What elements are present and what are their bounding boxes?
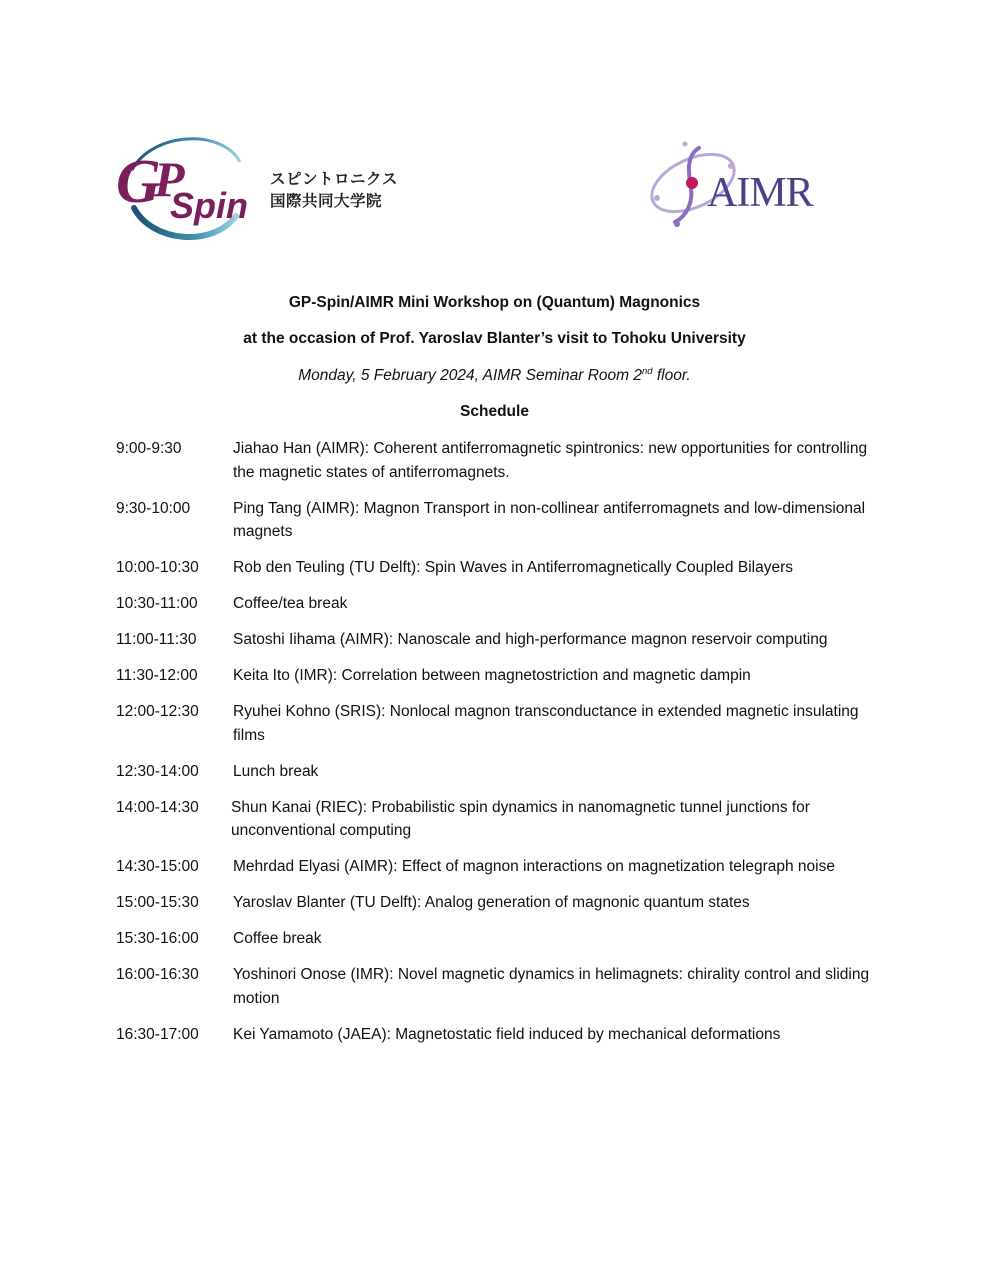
schedule-time: 12:30-14:00 (116, 762, 199, 780)
schedule-heading: Schedule (460, 403, 529, 420)
schedule-talk: Jiahao Han (AIMR): Coherent antiferromagnetic spintronics: new opportunities for controlling the magnetic states of antiferromagnets. (233, 440, 868, 481)
schedule-time: 14:30-15:00 (116, 858, 199, 875)
schedule-talk: Yaroslav Blanter (TU Delft): Analog generation of magnonic quantum states (233, 894, 750, 911)
schedule-list (116, 437, 876, 1059)
gpspin-jp-line2: 国際共同大学院 (270, 192, 383, 210)
schedule-time: 9:00-9:30 (116, 440, 182, 457)
gpspin-japanese-text (270, 168, 398, 212)
schedule-time: 15:00-15:30 (116, 894, 199, 911)
schedule-time: 11:00-11:30 (116, 631, 197, 648)
schedule-row (116, 664, 876, 688)
schedule-time: 12:00-12:30 (116, 703, 199, 720)
schedule-talk: Yoshinori Onose (IMR): Novel magnetic dynamics in helimagnets: chirality control and sliding motion (233, 966, 870, 1007)
schedule-time: 10:00-10:30 (116, 559, 199, 576)
schedule-row (116, 497, 876, 544)
schedule-talk: Ryuhei Kohno (SRIS): Nonlocal magnon transconductance in extended magnetic insulating films (233, 703, 859, 744)
venue-text: Monday, 5 February 2024, AIMR Seminar Room 2 (298, 367, 642, 384)
schedule-row (116, 592, 876, 616)
schedule-row (116, 927, 876, 951)
aimr-logo (645, 138, 845, 233)
schedule-time: 11:30-12:00 (116, 667, 198, 684)
schedule-row (116, 628, 876, 652)
schedule-row (116, 700, 876, 747)
workshop-title: GP-Spin/AIMR Mini Workshop on (Quantum) Magnonics (288, 294, 701, 311)
svg-text:Spin: Spin (170, 185, 248, 226)
schedule-talk: Coffee/tea break (233, 595, 348, 612)
schedule-talk: Lunch break (233, 762, 319, 780)
schedule-time: 9:30-10:00 (116, 499, 191, 517)
svg-text:G: G (116, 148, 161, 216)
gpspin-jp-line1: スピントロニクス (270, 170, 398, 188)
workshop-venue (0, 366, 989, 386)
venue-superscript: nd (641, 366, 653, 377)
schedule-row (116, 760, 876, 784)
schedule-row (116, 437, 876, 484)
schedule-time: 14:00-14:30 (116, 798, 199, 816)
schedule-time: 15:30-16:00 (116, 930, 199, 947)
schedule-row (116, 891, 876, 915)
schedule-time: 10:30-11:00 (116, 595, 198, 612)
schedule-talk: Kei Yamamoto (JAEA): Magnetostatic field induced by mechanical deformations (233, 1025, 781, 1043)
schedule-row (116, 1023, 876, 1047)
schedule-talk: Keita Ito (IMR): Correlation between magnetostriction and magnetic dampin (233, 667, 751, 684)
schedule-row (116, 855, 876, 879)
aimr-wordmark: AIMR (707, 170, 813, 216)
gpspin-emblem-icon (112, 130, 272, 245)
schedule-talk: Coffee break (233, 930, 322, 947)
schedule-talk: Rob den Teuling (TU Delft): Spin Waves in Antiferromagnetically Coupled Bilayers (233, 559, 793, 576)
schedule-row (116, 796, 876, 843)
schedule-row (116, 963, 876, 1010)
workshop-subtitle: at the occasion of Prof. Yaroslav Blanter’s visit to Tohoku University (243, 330, 746, 347)
schedule-time: 16:00-16:30 (116, 966, 199, 983)
schedule-talk: Mehrdad Elyasi (AIMR): Effect of magnon interactions on magnetization telegraph noise (233, 858, 835, 875)
schedule-talk: Satoshi Iihama (AIMR): Nanoscale and high-performance magnon reservoir computing (233, 631, 828, 648)
gpspin-logo (112, 130, 412, 245)
svg-text:P: P (154, 151, 185, 207)
schedule-talk: Ping Tang (AIMR): Magnon Transport in non-collinear antiferromagnets and low-dimensional magnets (233, 499, 866, 540)
schedule-time: 16:30-17:00 (116, 1025, 199, 1043)
schedule-talk: Shun Kanai (RIEC): Probabilistic spin dynamics in nanomagnetic tunnel junctions for unconventional computing (231, 798, 810, 839)
schedule-row (116, 556, 876, 580)
venue-text-end: floor. (652, 367, 691, 384)
